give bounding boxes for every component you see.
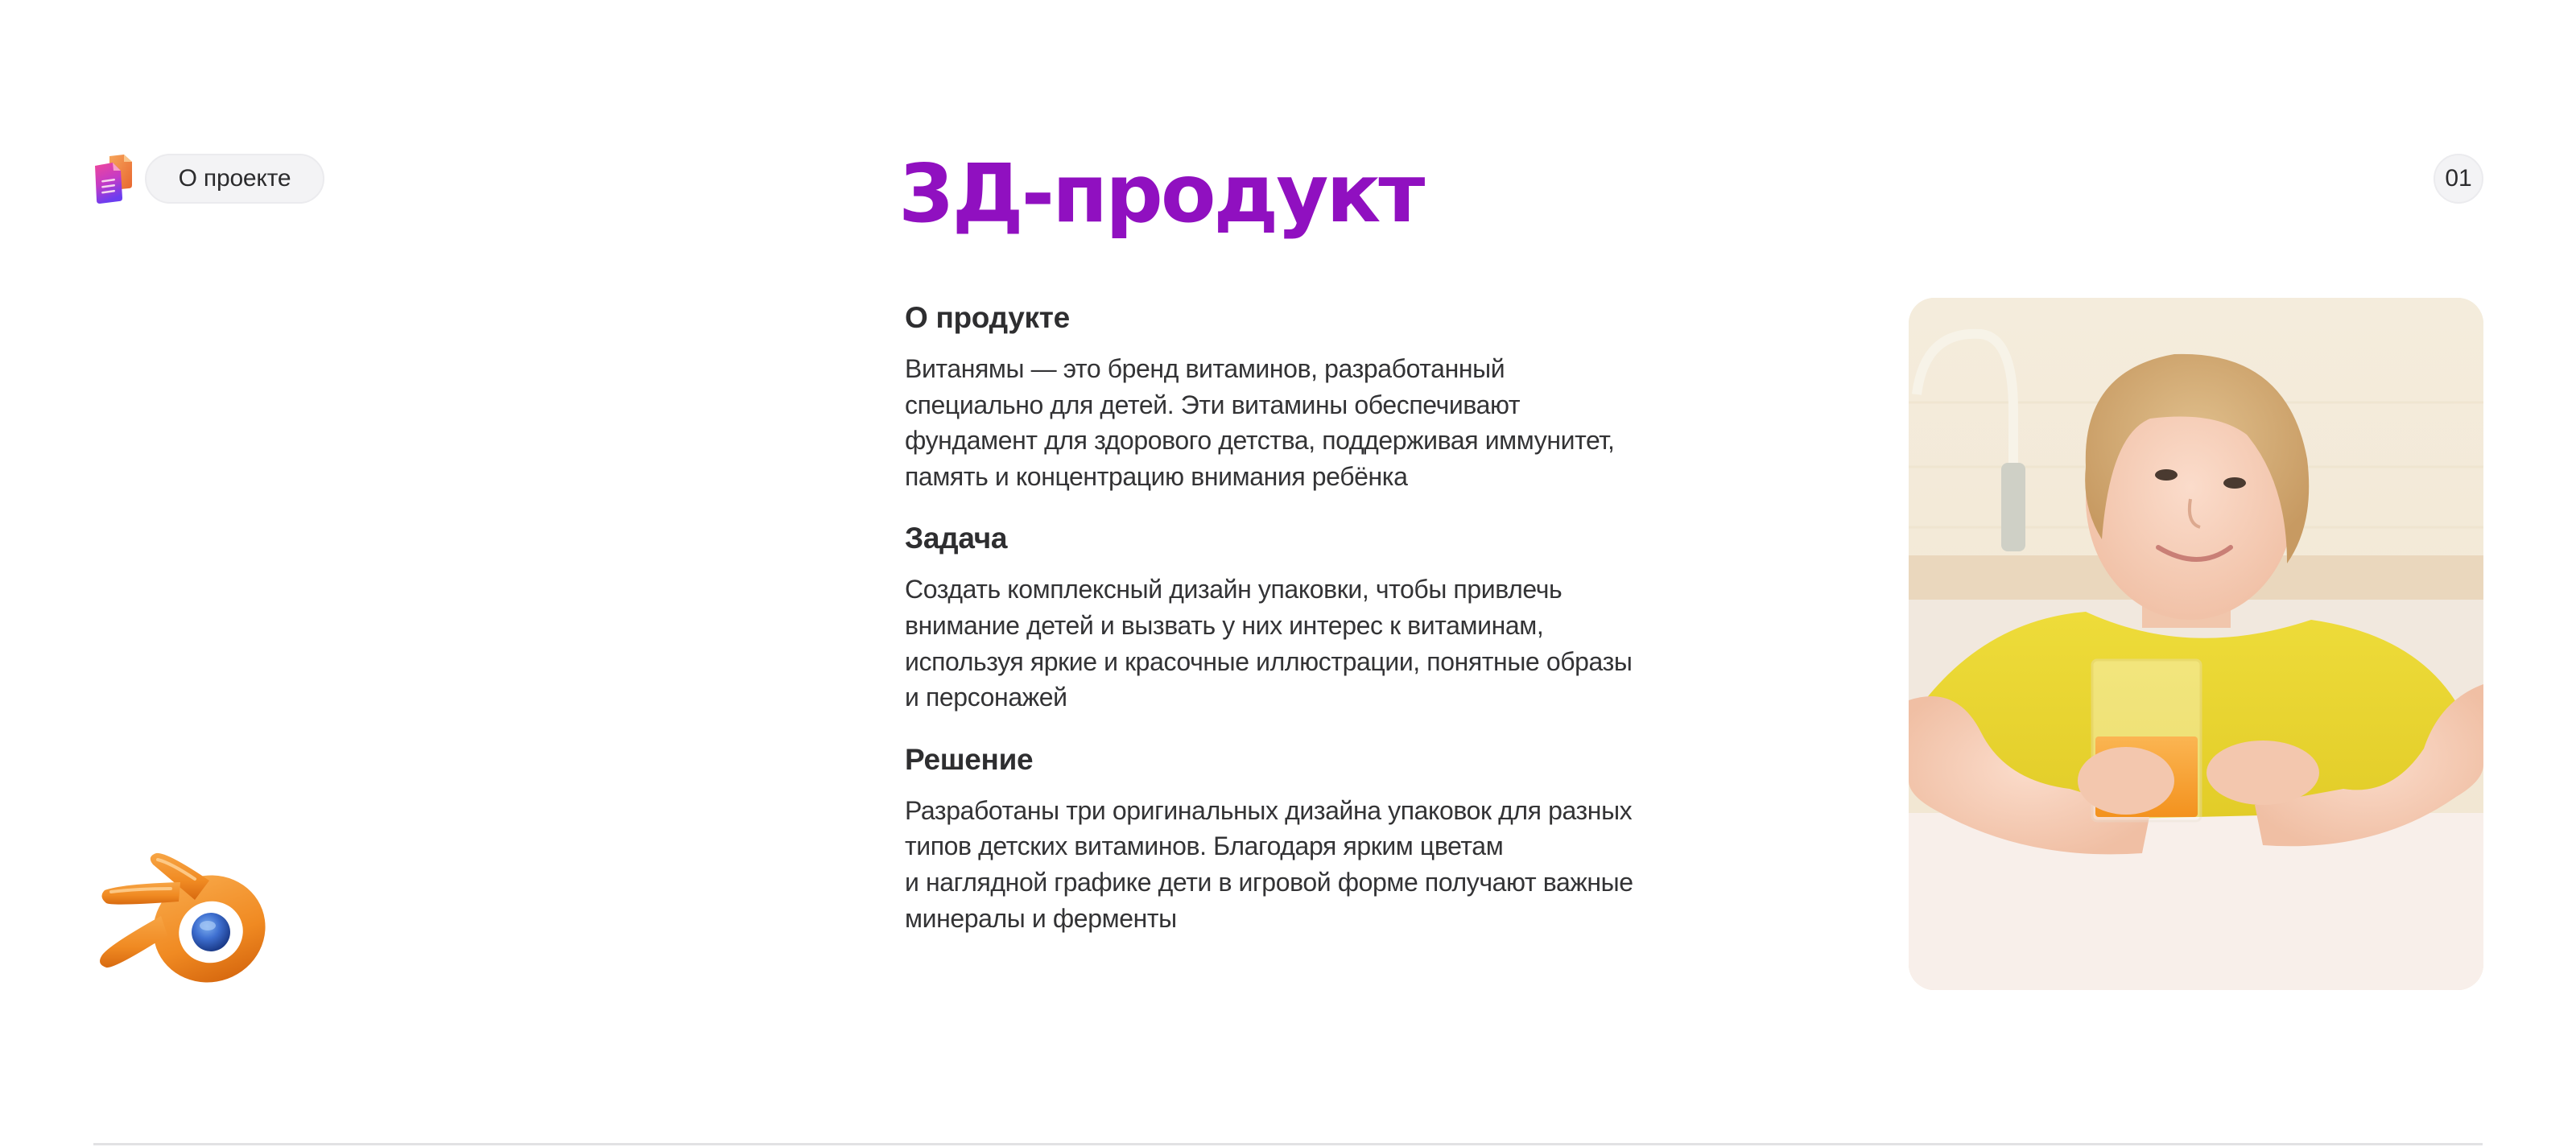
text-line: минералы и ферменты (905, 903, 1177, 933)
section-about-product (905, 299, 1710, 494)
text-line: Разработаны три оригинальных дизайна упаковок для разных (905, 795, 1633, 825)
about-project-badge[interactable] (145, 154, 324, 204)
section-heading: О продукте (905, 301, 1070, 334)
text-line: Создать комплексный дизайн упаковки, чтобы привлечь (905, 575, 1563, 604)
text-line: и наглядной графике дети в игровой форме получают важные (905, 867, 1633, 897)
product-photo (1909, 298, 2483, 990)
text-line: используя яркие и красочные иллюстрации, понятные образы (905, 646, 1633, 676)
section-body (905, 571, 1710, 715)
text-line: фундамент для здорового детства, поддерживая иммунитет, (905, 426, 1615, 456)
section-body (905, 351, 1710, 494)
text-line: и персонажей (905, 683, 1067, 712)
bottom-divider (93, 1143, 2483, 1145)
blender-logo-icon (90, 842, 271, 999)
documents-icon (92, 153, 135, 206)
boy-with-juice-image (1909, 298, 2483, 990)
section-heading: Задача (905, 522, 1008, 555)
text-line: внимание детей и вызвать у них интерес к витаминам, (905, 610, 1544, 640)
text-line: специально для детей. Эти витамины обеспечивают (905, 390, 1521, 419)
section-solution (905, 741, 1710, 936)
section-task (905, 520, 1710, 715)
about-project-label: О проекте (178, 165, 291, 192)
section-body (905, 793, 1710, 936)
text-line: Витанямы — это бренд витаминов, разработанный (905, 354, 1505, 383)
section-heading: Решение (905, 742, 1034, 776)
page-number-badge (2434, 154, 2483, 204)
text-line: память и концентрацию внимания ребёнка (905, 461, 1408, 491)
page-title: 3Д-продукт (898, 146, 1423, 241)
description-column (905, 299, 1710, 962)
page-number: 01 (2445, 165, 2472, 192)
text-line: типов детских витаминов. Благодаря ярким цветам (905, 831, 1504, 861)
